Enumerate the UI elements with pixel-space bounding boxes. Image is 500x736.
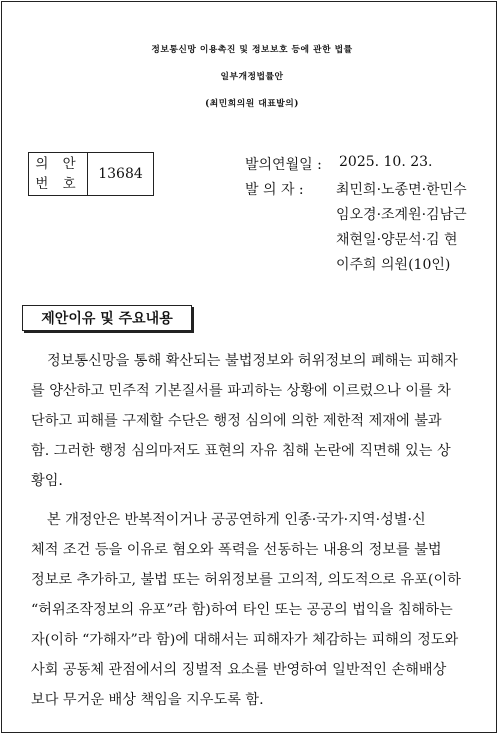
sponsors-line: 최민희·노종면·한민수: [336, 182, 467, 198]
paragraph-line: 단하고 피해를 구제할 수단은 행정 심의에 의한 제한적 제재에 불과: [31, 413, 442, 429]
sponsors-line: 이주희 의원(10인): [336, 257, 451, 273]
paragraph-line: 체적 조건 등을 이유로 혐오와 폭력을 선동하는 내용의 정보를 불법: [31, 542, 442, 558]
sponsors-line: 채현일·양문석·김 현: [336, 232, 458, 248]
date-value: 2025. 10. 23.: [339, 154, 433, 170]
document-subtitle: (최민희의원 대표발의): [205, 99, 299, 109]
paragraph-line: 를 양산하고 민주적 기본질서를 파괴하는 상황에 이르렀으나 이를 차: [31, 383, 451, 399]
bill-number: 13684: [98, 166, 143, 182]
paragraph-line: 정보통신망을 통해 확산되는 불법정보와 허위정보의 폐해는 피해자: [47, 353, 458, 369]
sponsors-label: 발 의 자 :: [245, 182, 304, 198]
bill-number-label-line2: 번 호: [35, 176, 81, 192]
paragraph-line: 황임.: [31, 473, 63, 489]
paragraph-line: 함. 그러한 행정 심의마저도 표현의 자유 침해 논란에 직면해 있는 상: [31, 443, 451, 459]
paragraph-line: 정보로 추가하고, 불법 또는 허위정보를 고의적, 의도적으로 유포(이하: [31, 572, 461, 588]
bill-number-label: [29, 153, 88, 195]
bill-number-box: [28, 152, 154, 196]
bill-number-label-line1: 의 안: [35, 156, 81, 172]
sponsors-line: 임오경·조계원·김남근: [336, 207, 467, 223]
page-frame: [1, 1, 497, 733]
paragraph-line: 보다 무거운 배상 책임을 지우도록 함.: [31, 692, 264, 708]
document-title: 정보통신망 이용촉진 및 정보보호 등에 관한 법률: [151, 45, 353, 55]
paragraph-line: 사회 공동체 관점에서의 징벌적 요소를 반영하여 일반적인 손해배상: [31, 662, 447, 678]
paragraph-line: 자(이하 “가해자”라 함)에 대해서는 피해자가 체감하는 피해의 정도와: [31, 632, 459, 648]
document-title-line2: 일부개정법률안: [220, 72, 284, 82]
paragraph-line: “허위조작정보의 유포”라 함)하여 타인 또는 공공의 법익을 침해하는: [31, 602, 453, 618]
paragraph-line: 본 개정안은 반복적이거나 공공연하게 인종·국가·지역·성별·신: [47, 512, 426, 528]
section-heading: 제안이유 및 주요내용: [22, 305, 192, 331]
date-label: 발의연월일 :: [245, 157, 322, 173]
